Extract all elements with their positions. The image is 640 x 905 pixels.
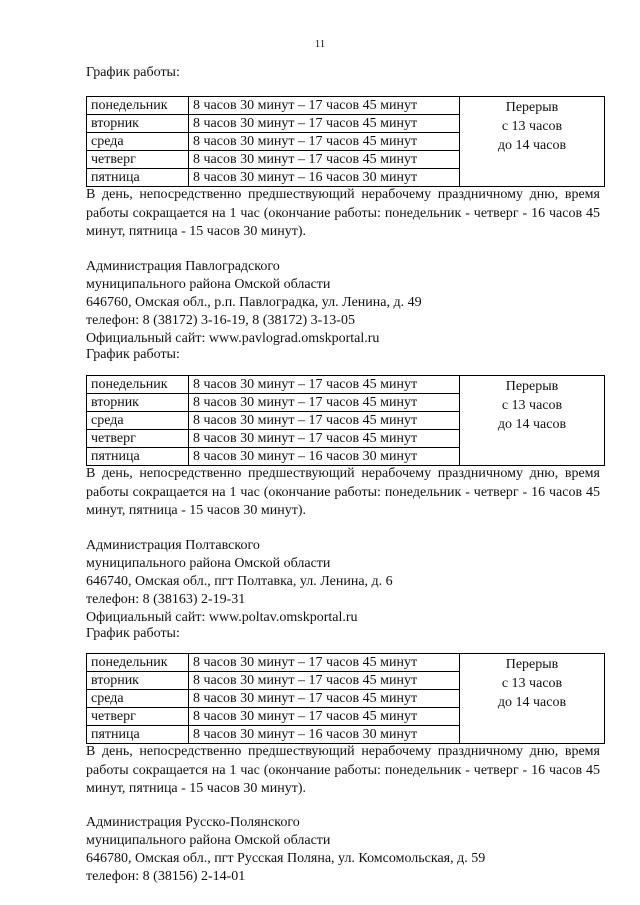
org-address: 646760, Омская обл., р.п. Павлоградка, ул. Ленина, д. 49 xyxy=(86,295,422,310)
org-title: Администрация Полтавского xyxy=(86,538,260,553)
org-subtitle: муниципального района Омской области xyxy=(86,833,331,848)
hours-cell: 8 часов 30 минут – 16 часов 30 минут xyxy=(189,726,460,744)
hours-cell: 8 часов 30 минут – 17 часов 45 минут xyxy=(189,394,460,412)
hours-cell: 8 часов 30 минут – 16 часов 30 минут xyxy=(189,169,460,187)
day-cell: вторник xyxy=(87,394,189,412)
break-line: до 14 часов xyxy=(497,138,567,153)
day-cell: вторник xyxy=(87,672,189,690)
break-line: до 14 часов xyxy=(497,417,567,432)
day-cell: среда xyxy=(87,690,189,708)
break-line: до 14 часов xyxy=(497,695,567,710)
day-cell: вторник xyxy=(87,115,189,133)
org-site: Официальный сайт: www.pavlograd.omskportal.ru xyxy=(86,331,380,346)
day-cell: пятница xyxy=(87,448,189,466)
break-cell xyxy=(460,97,605,187)
hours-cell: 8 часов 30 минут – 17 часов 45 минут xyxy=(189,672,460,690)
hours-cell: 8 часов 30 минут – 16 часов 30 минут xyxy=(189,448,460,466)
hours-cell: 8 часов 30 минут – 17 часов 45 минут xyxy=(189,690,460,708)
break-line: с 13 часов xyxy=(501,398,563,413)
schedule-label: График работы: xyxy=(86,65,180,80)
break-line: Перерыв xyxy=(505,657,559,672)
day-cell: четверг xyxy=(87,708,189,726)
break-cell xyxy=(460,376,605,466)
schedule-table xyxy=(86,653,605,744)
break-cell xyxy=(460,654,605,744)
org-address: 646740, Омская обл., пгт Полтавка, ул. Ленина, д. 6 xyxy=(86,574,393,589)
day-cell: понедельник xyxy=(87,654,189,672)
day-cell: среда xyxy=(87,133,189,151)
hours-cell: 8 часов 30 минут – 17 часов 45 минут xyxy=(189,133,460,151)
table-row xyxy=(87,97,605,115)
hours-cell: 8 часов 30 минут – 17 часов 45 минут xyxy=(189,151,460,169)
hours-cell: 8 часов 30 минут – 17 часов 45 минут xyxy=(189,708,460,726)
day-cell: понедельник xyxy=(87,376,189,394)
day-cell: среда xyxy=(87,412,189,430)
day-cell: четверг xyxy=(87,430,189,448)
org-phone: телефон: 8 (38156) 2-14-01 xyxy=(86,869,246,884)
schedule-label: График работы: xyxy=(86,347,180,362)
schedule-table xyxy=(86,375,605,466)
org-phone: телефон: 8 (38172) 3-16-19, 8 (38172) 3-13-05 xyxy=(86,313,355,328)
holiday-note: В день, непосредственно предшествующий нерабочему праздничному дню, время работы сокращается на 1 час (окончание работы: понедельник - четверг - 16 часов 45 минут, пятница - 15 часов 30 минут). xyxy=(86,744,600,796)
holiday-note: В день, непосредственно предшествующий нерабочему праздничному дню, время работы сокращается на 1 час (окончание работы: понедельник - четверг - 16 часов 45 минут, пятница - 15 часов 30 минут). xyxy=(86,466,600,518)
org-site: Официальный сайт: www.poltav.omskportal.ru xyxy=(86,610,358,625)
schedule-table xyxy=(86,96,605,187)
hours-cell: 8 часов 30 минут – 17 часов 45 минут xyxy=(189,412,460,430)
break-line: с 13 часов xyxy=(501,119,563,134)
org-title: Администрация Павлоградского xyxy=(86,259,280,274)
org-subtitle: муниципального района Омской области xyxy=(86,277,331,292)
page-number: 11 xyxy=(314,38,326,50)
break-line: с 13 часов xyxy=(501,676,563,691)
hours-cell: 8 часов 30 минут – 17 часов 45 минут xyxy=(189,97,460,115)
hours-cell: 8 часов 30 минут – 17 часов 45 минут xyxy=(189,376,460,394)
day-cell: пятница xyxy=(87,169,189,187)
hours-cell: 8 часов 30 минут – 17 часов 45 минут xyxy=(189,430,460,448)
table-row xyxy=(87,376,605,394)
org-title: Администрация Русско-Полянского xyxy=(86,815,300,830)
hours-cell: 8 часов 30 минут – 17 часов 45 минут xyxy=(189,654,460,672)
table-row xyxy=(87,654,605,672)
break-line: Перерыв xyxy=(505,100,559,115)
schedule-label: График работы: xyxy=(86,626,180,641)
day-cell: четверг xyxy=(87,151,189,169)
org-phone: телефон: 8 (38163) 2-19-31 xyxy=(86,592,246,607)
org-address: 646780, Омская обл., пгт Русская Поляна, ул. Комсомольская, д. 59 xyxy=(86,851,486,866)
holiday-note: В день, непосредственно предшествующий нерабочему праздничному дню, время работы сокращается на 1 час (окончание работы: понедельник - четверг - 16 часов 45 минут, пятница - 15 часов 30 минут). xyxy=(86,187,600,239)
day-cell: понедельник xyxy=(87,97,189,115)
break-line: Перерыв xyxy=(505,379,559,394)
hours-cell: 8 часов 30 минут – 17 часов 45 минут xyxy=(189,115,460,133)
day-cell: пятница xyxy=(87,726,189,744)
org-subtitle: муниципального района Омской области xyxy=(86,556,331,571)
